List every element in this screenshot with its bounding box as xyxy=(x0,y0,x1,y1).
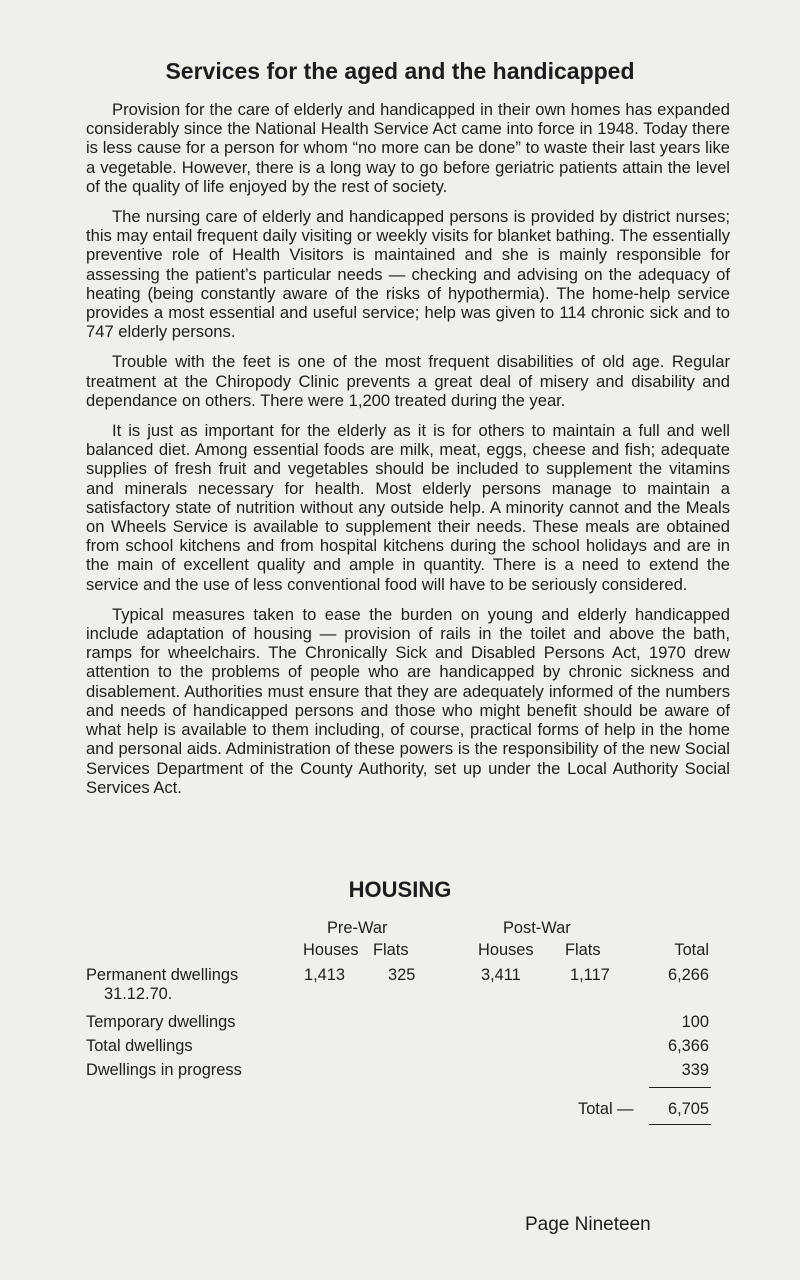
row-label-permanent-date: 31.12.70. xyxy=(104,985,173,1003)
body-text xyxy=(86,100,730,808)
row-label-permanent: Permanent dwellings xyxy=(86,966,239,984)
paragraph: It is just as important for the elderly as it is for others to maintain a full and well balanced diet. Among essential foods are milk, meat, eggs, cheese and fish; adequate supplies of fresh fruit and vegetables should be included to supplement the vitamins and minerals necessary for health. Most elderly persons manage to maintain a satisfactory state of nutrition without any outside help. A minority cannot and the Meals on Wheels Service is available to supplement their needs. These meals are obtained from school kitchens and from hospital kitchens during the school holidays and are in the main of excellent quality and ample in quantity. There is a need to extend the service and the use of less conventional food will have to be seriously considered. xyxy=(86,421,730,594)
cell-permanent-total: 6,266 xyxy=(667,966,709,984)
header-pre-flats: Flats xyxy=(373,941,409,959)
cell-pre-flats: 325 xyxy=(388,966,416,984)
cell-post-flats: 1,117 xyxy=(570,966,610,984)
header-total: Total xyxy=(674,941,709,959)
cell-pre-houses: 1,413 xyxy=(304,966,346,984)
cell-total-dwellings: 6,366 xyxy=(667,1037,709,1055)
paragraph: Typical measures taken to ease the burden on young and elderly handicapped include adaptation of housing — provision of rails in the toilet and above the bath, ramps for wheelchairs. The Chronically Sick and Disabled Persons Act, 1970 drew attention to the problems of people who are handicapped by chronic sickness and disablement. Authorities must ensure that they are adequately informed of the numbers and needs of handicapped persons and those who might benefit should be aware of what help is available to them including, of course, practical forms of help in the home and personal aids. Administration of these powers is the responsibility of the new Social Services Department of the County Authority, set up under the Local Authority Social Services Act. xyxy=(86,604,730,797)
grand-total-label: Total — xyxy=(578,1100,634,1118)
page-title: Services for the aged and the handicapped xyxy=(165,58,635,84)
grand-total-value: 6,705 xyxy=(667,1100,709,1118)
header-post-houses: Houses xyxy=(478,941,534,959)
paragraph: The nursing care of elderly and handicapped persons is provided by district nurses; this may entail frequent daily visiting or weekly visits for blanket bathing. The essentially preventive role of Health Visitors is maintained and she is mainly responsible for assessing the patient’s particular needs — checking and advising on the adequacy of heating (being constantly aware of the risks of hypothermia). The home-help service provides a most essential and useful service; help was given to 114 chronic sick and to 747 elderly persons. xyxy=(86,207,730,342)
cell-post-houses: 3,411 xyxy=(481,966,521,984)
header-post-flats: Flats xyxy=(565,941,601,959)
cell-progress-total: 339 xyxy=(681,1061,709,1079)
header-post-war: Post-War xyxy=(503,919,571,937)
page-number: Page Nineteen xyxy=(525,1214,651,1235)
header-pre-war: Pre-War xyxy=(327,919,388,937)
row-label-progress: Dwellings in progress xyxy=(86,1061,242,1079)
header-pre-houses: Houses xyxy=(303,941,359,959)
divider-line xyxy=(649,1087,711,1088)
row-label-total: Total dwellings xyxy=(86,1037,193,1055)
paragraph: Provision for the care of elderly and handicapped in their own homes has expanded considerably since the National Health Service Act came into force in 1948. Today there is less cause for a person for whom “no more can be done” to waste their last years like a vegetable. However, there is a long way to go before geriatric patients attain the level of the quality of life enjoyed by the rest of society. xyxy=(86,100,730,196)
paragraph: Trouble with the feet is one of the most frequent disabilities of old age. Regular treatment at the Chiropody Clinic prevents a great deal of misery and disability and dependance on others. There were 1,200 treated during the year. xyxy=(86,352,730,410)
row-label-temporary: Temporary dwellings xyxy=(86,1013,236,1031)
divider-line xyxy=(649,1124,711,1125)
housing-title: HOUSING xyxy=(348,877,452,902)
cell-temporary-total: 100 xyxy=(681,1013,709,1031)
